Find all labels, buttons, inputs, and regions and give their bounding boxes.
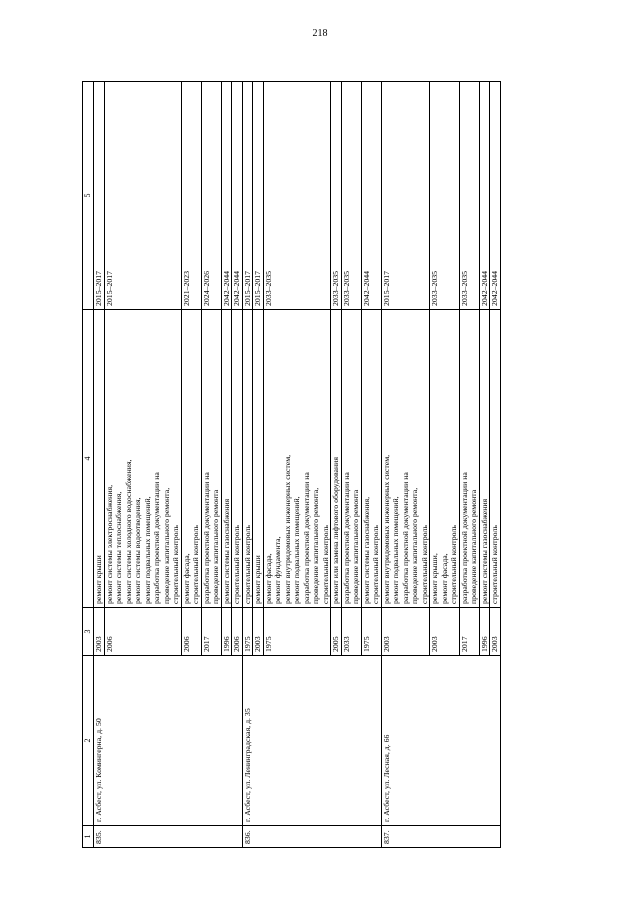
work-line: разработка проектной документации на [341,472,351,604]
row-period: 2021–2023 [181,82,201,310]
work-line: ремонт системы водоотведения, [133,497,142,604]
entry-address: г. Асбест, ул. Лесная, д. 66 [381,656,500,826]
work-line: ремонт подвальных помещений, [142,496,152,604]
work-line: ремонт подвальных помещений, [292,496,301,604]
work-line: проведение капитального ремонта [351,489,360,604]
row-period: 2042–2044 [221,82,232,310]
row-work-types [459,310,479,608]
header-col-1: 1 [83,826,94,848]
work-line: разработка проектной документации на [152,472,161,604]
header-col-3: 3 [83,608,94,656]
row-year: 2003 [253,608,264,656]
row-period: 2015–2017 [381,82,430,310]
row-work-types [253,310,264,608]
work-line: ремонт системы газоснабжения [479,498,489,604]
work-line: ремонт крыши, [430,553,439,604]
row-work-types [381,310,430,608]
row-work-types [242,310,253,608]
row-work-types [94,310,105,608]
row-period: 2033–2035 [459,82,479,310]
row-period: 2042–2044 [232,82,243,310]
header-col-2: 2 [83,656,94,826]
entry-address: г. Асбест, ул. Ленинградская, д. 35 [242,656,381,826]
row-period: 2015–2017 [94,82,105,310]
row-year: 2017 [459,608,479,656]
row-year: 2017 [201,608,221,656]
repair-schedule-table [82,82,582,848]
row-period: 2042–2044 [361,82,381,310]
work-line: строительный контроль [171,525,180,604]
row-year: 2005 [331,608,342,656]
work-line: строительный контроль [191,525,200,604]
row-year: 2003 [490,608,501,656]
row-year: 2006 [104,608,181,656]
row-year: 1975 [263,608,331,656]
work-line: ремонт системы электроснабжения, [104,484,114,604]
row-work-types [430,310,460,608]
work-line: строительный контроль [371,525,380,604]
row-period: 2015–2017 [104,82,181,310]
row-work-types [221,310,232,608]
row-work-types [181,310,201,608]
work-line: разработка проектной документации на [201,472,211,604]
row-period: 2042–2044 [479,82,490,310]
row-year: 2003 [430,608,460,656]
row-year: 2033 [341,608,361,656]
row-work-types [104,310,181,608]
work-line: ремонт внутридомовых инженерных систем, [282,454,292,604]
work-line: ремонт внутридомовых инженерных систем, [381,454,391,604]
work-line: проведение капитального ремонта, [410,487,419,604]
header-row [83,82,94,848]
work-line: ремонт системы газоснабжения [221,498,231,604]
row-work-types [361,310,381,608]
row-year: 2003 [94,608,105,656]
table-row [381,82,430,848]
row-year: 1996 [479,608,490,656]
row-period: 2033–2035 [263,82,331,310]
header-col-4: 4 [83,310,94,608]
row-period: 2033–2035 [341,82,361,310]
row-period: 2033–2035 [331,82,342,310]
work-line: ремонт системы газоснабжения, [361,496,371,604]
work-line: строительный контроль [232,525,241,604]
work-line: ремонт или замена лифтового оборудования [331,457,340,604]
work-line: строительный контроль [419,525,429,604]
row-period: 2024–2026 [201,82,221,310]
work-line: разработка проектной документации на [459,472,469,604]
work-line: проведение капитального ремонта [211,489,220,604]
work-line: строительный контроль [490,525,499,604]
row-year: 2006 [181,608,201,656]
row-work-types [331,310,342,608]
row-work-types [263,310,331,608]
row-year: 1975 [242,608,253,656]
work-line: строительный контроль [242,525,252,604]
entry-number: 836. [242,826,381,848]
work-line: ремонт системы теплоснабжения, [114,491,123,604]
row-year: 1975 [361,608,381,656]
row-year: 2006 [232,608,243,656]
entry-address: г. Асбест, ул. Комингерна, д. 50 [94,656,243,826]
header-col-5: 5 [83,82,94,310]
row-period: 2033–2035 [430,82,460,310]
work-line: ремонт крыши [94,555,103,604]
work-line: проведение капитального ремонта, [161,487,171,604]
work-line: ремонт крыши [253,555,262,604]
work-line: ремонт подвальных помещений, [391,496,400,604]
row-work-types [232,310,243,608]
work-line: разработка проектной документации на [301,472,311,604]
row-work-types [201,310,221,608]
work-line: строительный контроль [449,525,458,604]
work-line: строительный контроль [320,525,330,604]
work-line: ремонт системы холодного водоснабжения, [123,459,133,604]
row-work-types [341,310,361,608]
row-period: 2015–2017 [253,82,264,310]
work-line: проведение капитального ремонта, [311,487,320,604]
table [82,81,501,848]
work-line: ремонт фасада, [439,553,449,604]
row-period: 2015–2017 [242,82,253,310]
work-line: ремонт фундамента, [273,536,282,604]
row-year: 2003 [381,608,430,656]
row-year: 1996 [221,608,232,656]
work-line: разработка проектной документации на [400,472,410,604]
entry-number: 837. [381,826,500,848]
table-row [242,82,253,848]
row-work-types [490,310,501,608]
work-line: ремонт фасада, [181,553,191,604]
page-number-text: 218 [312,28,328,39]
work-line: ремонт фасада, [263,553,273,604]
entry-number: 835. [94,826,243,848]
table-row [94,82,105,848]
row-work-types [479,310,490,608]
work-line: проведение капитального ремонта [469,489,478,604]
row-period: 2042–2044 [490,82,501,310]
